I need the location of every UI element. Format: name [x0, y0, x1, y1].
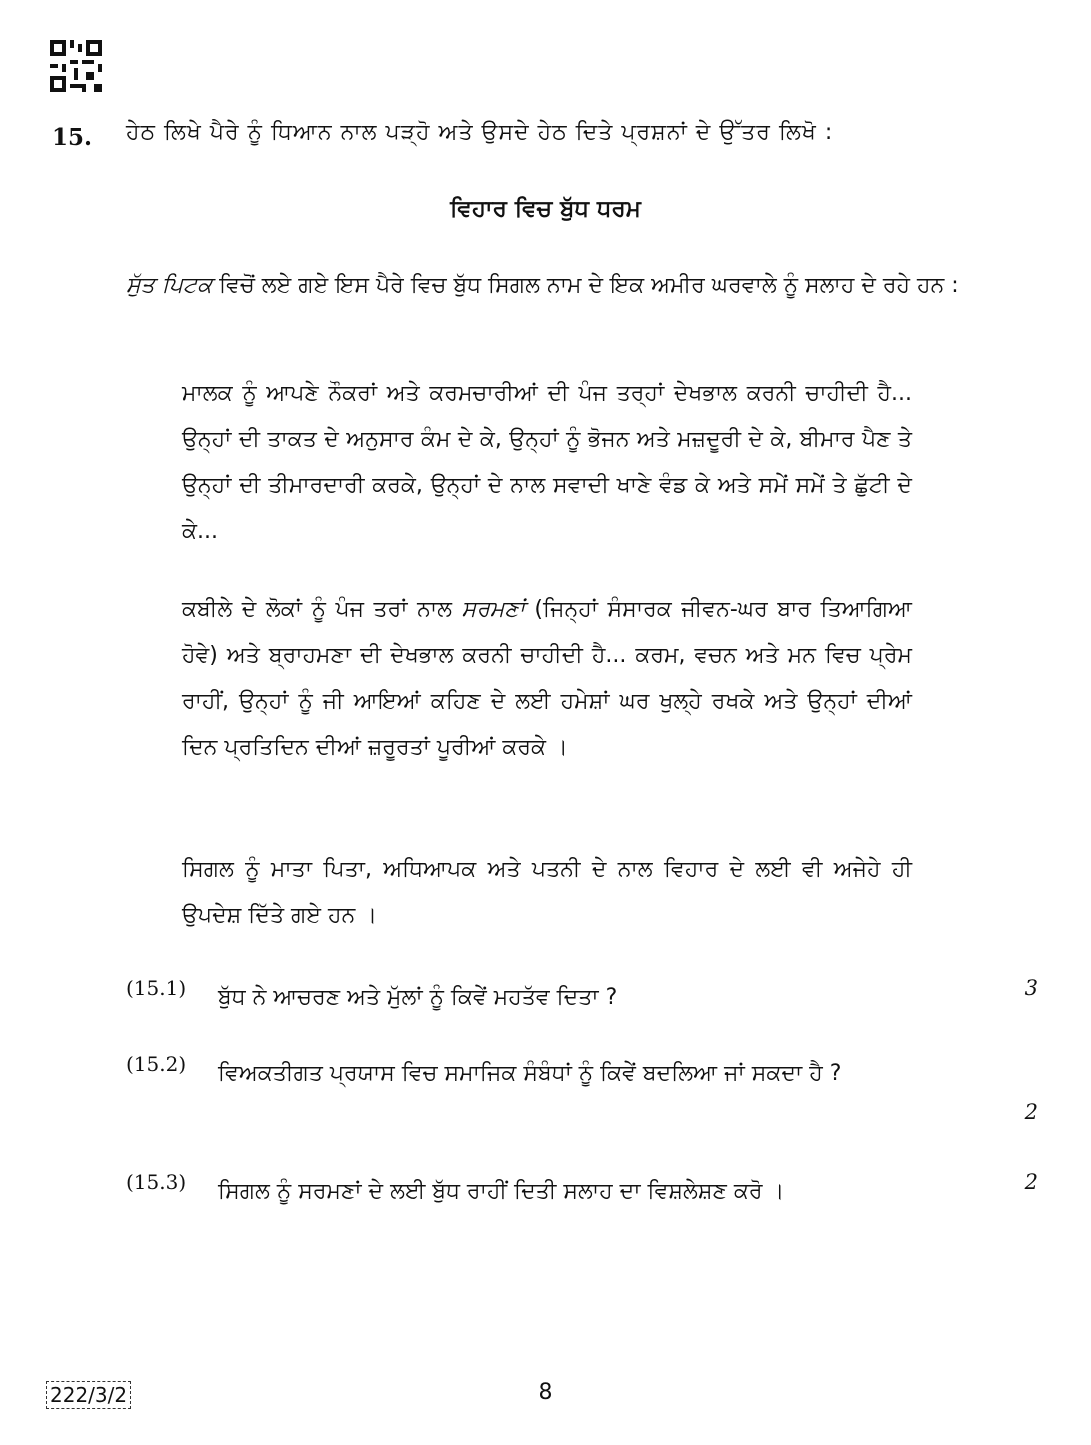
para2-text-a: ਕਬੀਲੇ ਦੇ ਲੋਕਾਂ ਨੂੰ ਪੰਜ ਤਰਾਂ ਨਾਲ: [182, 597, 462, 622]
passage-paragraph-2: [182, 587, 912, 771]
intro-text: ਵਿਚੋਂ ਲਏ ਗਏ ਇਸ ਪੈਰੇ ਵਿਚ ਬੁੱਧ ਸਿਗਲ ਨਾਮ ਦੇ ਇਕ ਅਮੀਰ ਘਰਵਾਲੇ ਨੂੰ ਸਲਾਹ ਦੇ ਰਹੇ ਹਨ :: [212, 273, 959, 298]
passage-title: ਵਿਹਾਰ ਵਿਚ ਬੁੱਧ ਧਰਮ: [450, 196, 641, 222]
subquestion-text: ਵਿਅਕਤੀਗਤ ਪ੍ਰਯਾਸ ਵਿਚ ਸਮਾਜਿਕ ਸੰਬੰਧਾਂ ਨੂੰ ਕਿਵੇਂ ਬਦਲਿਆ ਜਾਂ ਸਕਦਾ ਹੈ ?: [218, 1061, 842, 1086]
page-number: 8: [538, 1380, 553, 1405]
subquestion-number: (15.1): [126, 976, 187, 1000]
passage-intro: [126, 263, 981, 308]
passage-paragraph-1: ਮਾਲਕ ਨੂੰ ਆਪਣੇ ਨੌਕਰਾਂ ਅਤੇ ਕਰਮਚਾਰੀਆਂ ਦੀ ਪੰਜ ਤਰ੍ਹਾਂ ਦੇਖਭਾਲ ਕਰਨੀ ਚਾਹੀਦੀ ਹੈ... ਉਨ੍ਹਾਂ ਦੀ ਤਾਕਤ ਦੇ ਅਨੁਸਾਰ ਕੰਮ ਦੇ ਕੇ, ਉਨ੍ਹਾਂ ਨੂੰ ਭੋਜਨ ਅਤੇ ਮਜ਼ਦੂਰੀ ਦੇ ਕੇ, ਬੀਮਾਰ ਪੈਣ ਤੇ ਉਨ੍ਹਾਂ ਦੀ ਤੀਮਾਰਦਾਰੀ ਕਰਕੇ, ਉਨ੍ਹਾਂ ਦੇ ਨਾਲ ਸਵਾਦੀ ਖਾਣੇ ਵੰਡ ਕੇ ਅਤੇ ਸਮੇਂ ਸਮੇਂ ਤੇ ਛੁੱਟੀ ਦੇ ਕੇ...: [182, 381, 912, 544]
para2-text-b: (ਜਿਨ੍ਹਾਂ ਸੰਸਾਰਕ ਜੀਵਨ-ਘਰ ਬਾਰ ਤਿਆਗਿਆ ਹੋਵੇ) ਅਤੇ ਬ੍ਰਾਹਮਣਾ ਦੀ ਦੇਖਭਾਲ ਕਰਨੀ ਚਾਹੀਦੀ ਹੈ... ਕਰਮ, ਵਚਨ ਅਤੇ ਮਨ ਵਿਚ ਪ੍ਰੇਮ ਰਾਹੀਂ, ਉਨ੍ਹਾਂ ਨੂੰ ਜੀ ਆਇਆਂ ਕਹਿਣ ਦੇ ਲਈ ਹਮੇਸ਼ਾਂ ਘਰ ਖੁਲ੍ਹੇ ਰਖਕੇ ਅਤੇ ਉਨ੍ਹਾਂ ਦੀਆਂ ਦਿਨ ਪ੍ਰਤਿਦਿਨ ਦੀਆਂ ਜ਼ਰੂਰਤਾਂ ਪੂਰੀਆਂ ਕਰਕੇ ।: [182, 597, 912, 760]
subquestion-marks: 2: [1024, 1100, 1038, 1124]
passage-paragraph-3: ਸਿਗਲ ਨੂੰ ਮਾਤਾ ਪਿਤਾ, ਅਧਿਆਪਕ ਅਤੇ ਪਤਨੀ ਦੇ ਨਾਲ ਵਿਹਾਰ ਦੇ ਲਈ ਵੀ ਅਜੇਹੇ ਹੀ ਉਪਦੇਸ਼ ਦਿੱਤੇ ਗਏ ਹਨ ।: [182, 857, 912, 928]
subquestion-number: (15.2): [126, 1052, 187, 1076]
question-instruction: ਹੇਠ ਲਿਖੇ ਪੈਰੇ ਨੂੰ ਧਿਆਨ ਨਾਲ ਪੜ੍ਹੋ ਅਤੇ ਉਸਦੇ ਹੇਠ ਦਿਤੇ ਪ੍ਰਸ਼ਨਾਂ ਦੇ ਉੱਤਰ ਲਿਖੋ :: [126, 120, 834, 145]
subquestion-number: (15.3): [126, 1170, 187, 1194]
paper-code: 222/3/2: [46, 1381, 131, 1409]
question-number: 15.: [52, 124, 93, 151]
subquestion-marks: 3: [1024, 976, 1038, 1000]
subquestion-text: ਸਿਗਲ ਨੂੰ ਸਰਮਣਾਂ ਦੇ ਲਈ ਬੁੱਧ ਰਾਹੀਂ ਦਿਤੀ ਸਲਾਹ ਦਾ ਵਿਸ਼ਲੇਸ਼ਣ ਕਰੋ ।: [218, 1179, 785, 1204]
source-name: ਸੁੱਤ ਪਿਟਕ: [126, 273, 213, 298]
para2-italic-term: ਸਰਮਣਾਂ: [461, 597, 525, 622]
subquestion-marks: 2: [1024, 1170, 1038, 1194]
qr-code-icon: [50, 40, 102, 92]
subquestion-text: ਬੁੱਧ ਨੇ ਆਚਰਣ ਅਤੇ ਮੁੱਲਾਂ ਨੂੰ ਕਿਵੇਂ ਮਹਤੱਵ ਦਿਤਾ ?: [218, 985, 618, 1010]
